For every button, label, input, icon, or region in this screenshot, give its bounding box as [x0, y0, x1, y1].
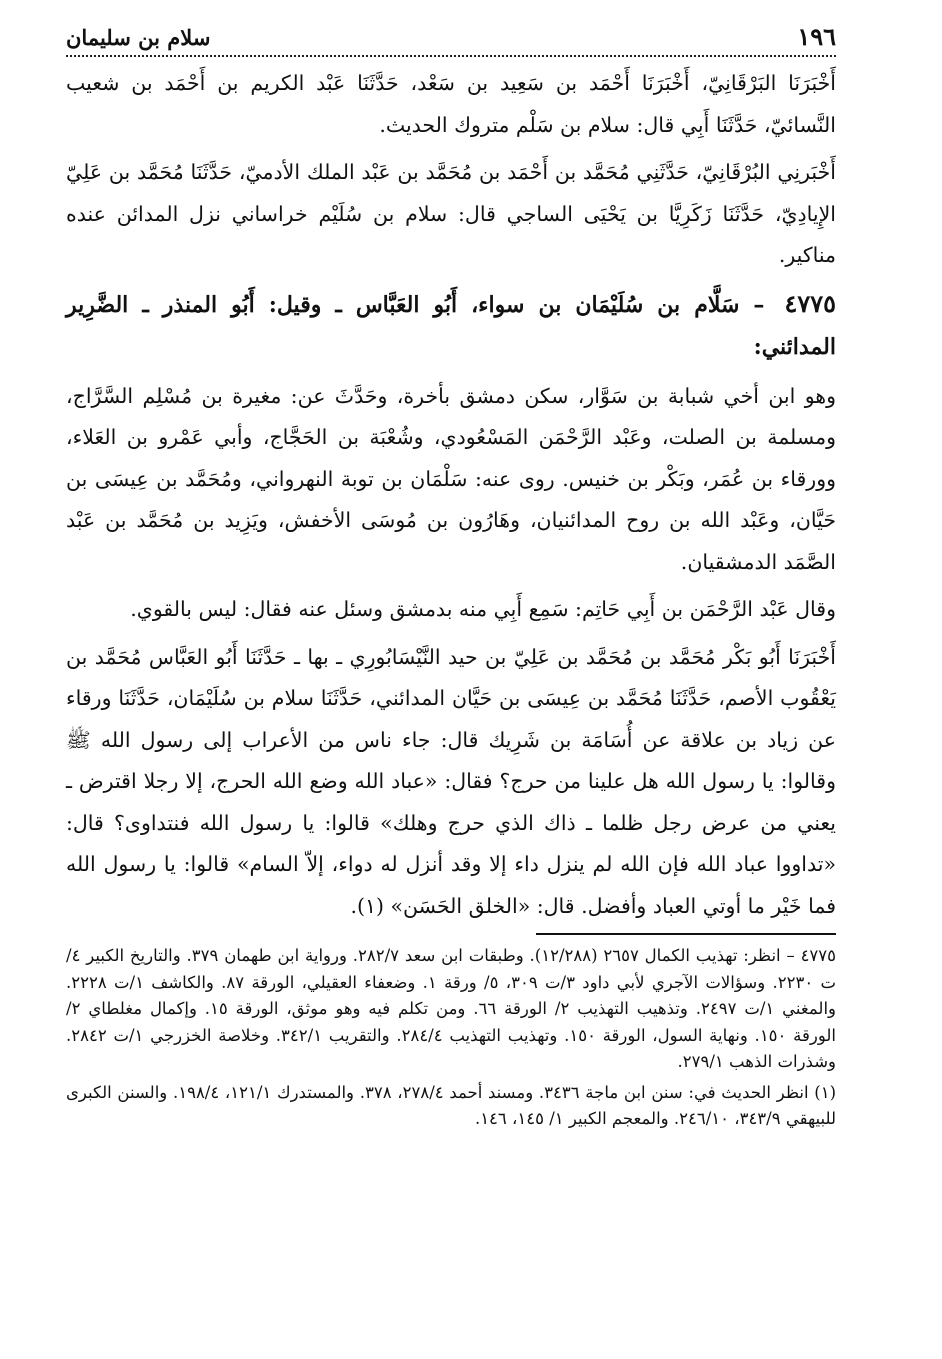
paragraph-barqani-2: أَخْبَرنِي البُرْقَانِيّ، حَدَّثَنِي مُحَمَّد بن أَحْمَد بن مُحَمَّد بن عَبْد الملك الأدميّ، حَدَّثَنَا مُحَمَّد بن عَلِيّ الإِيادِيّ، حَدَّثَنَا زَكَرِيَّا بن يَحْيَى الساجي قال: سلام بن سُلَيْم خراساني نزل المدائن عنده مناكير. [66, 160, 836, 267]
paragraph-hadith: أَخْبَرَنَا أَبُو بَكْر مُحَمَّد بن مُحَمَّد بن عَلِيّ بن حيد النَّيْسَابُورِي ـ بها ـ حَدَّثَنَا أَبُو العَبَّاس مُحَمَّد بن يَعْقُوب الأصم، حَدَّثَنَا مُحَمَّد بن عِيسَى بن حَيَّان المدائني، حَدَّثَنَا سلام بن سُلَيْمَان، حَدَّثَنَا ورقاء عن زياد بن علاقة عن أُسَامَة بن شَرِيك قال: جاء ناس من الأعراب إلى رسول الله ﷺ وقالوا: يا رسول الله هل علينا من حرج؟ فقال: «عباد الله وضع الله الحرج، إلا رجلا اقترض ـ يعني من عرض رجل ظلما ـ ذاك الذي حرج وهلك» قالوا: يا رسول الله فنتداوى؟ قال: «تداووا عباد الله فإن الله لم ينزل داء إلا وقد أنزل له دواء، إلاّ السام» قالوا: يا رسول الله فما خَيْر ما أوتي العباد وأفضل. قال: «الخلق الحَسَن» (١). [66, 644, 836, 918]
footnote-entry-sources: ٤٧٧٥ – انظر: تهذيب الكمال ٢٦٥٧ (١٢/٢٨٨). وطبقات ابن سعد ٢٨٢/٧. ورواية ابن طهمان ٣٧٩. والتاريخ الكبير ٤/ت ٢٢٣٠. وسؤالات الآجري لأبي داود ٣/ت ٣٠٩، ٥/ ورقة ١. وضعفاء العقيلي، الورقة ٨٧. والكاشف ١/ت ٢٢٢٨. والمغني ١/ت ٢٤٩٧. وتذهيب التهذيب ٢/ الورقة ٦٦. ومن تكلم فيه وهو موثق، الورقة ١٥. وإكمال مغلطاي ٢/ الورقة ١٥٠. ونهاية السول، الورقة ١٥٠. وتهذيب التهذيب ٢٨٤/٤. والتقريب ٣٤٢/١. وخلاصة الخزرجي ١/ت ٢٨٤٢. وشذرات الذهب ٢٧٩/١. [66, 946, 837, 1071]
footnote-divider [536, 933, 836, 935]
running-title: سلام بن سليمان [66, 25, 211, 50]
entry-title: – سَلَّام بن سُلَيْمَان بن سواء، أَبُو العَبَّاس ـ وقيل: أَبُو المنذر ـ الضَّرِير المدائني: [66, 291, 836, 360]
entry-heading [66, 283, 836, 368]
entry-number: ٤٧٧٥ [784, 288, 836, 318]
page-header [66, 22, 836, 57]
book-page [66, 22, 836, 1137]
footnote-hadith-sources: (١) انظر الحديث في: سنن ابن ماجة ٣٤٣٦. ومسند أحمد ٢٧٨/٤، ٣٧٨. والمستدرك ١٢١/١، ١٩٨/٤. والسنن الكبرى للبيهقي ٣٤٣/٩، ٢٤٦/١٠. والمعجم الكبير ١/ ١٤٥، ١٤٦. [66, 1082, 836, 1128]
page-number: ١٩٦ [797, 22, 836, 51]
paragraph-biography: وهو ابن أخي شبابة بن سَوَّار، سكن دمشق بأخرة، وحَدَّثَ عن: مغيرة بن مُسْلِم السَّرَّاج، ومسلمة بن الصلت، وعَبْد الرَّحْمَن المَسْعُودي، وشُعْبَة بن الحَجَّاج، وأبي عَمْرو بن العَلاء، وورقاء بن عُمَر، وبَكْر بن خنيس. روى عنه: سَلْمَان بن توبة النهرواني، ومُحَمَّد بن عِيسَى بن حَيَّان، وعَبْد الله بن روح المدائنيان، وهَارُون بن مُوسَى الأخفش، ويَزِيد بن مُحَمَّد بن عَبْد الصَّمَد الدمشقيان. [66, 383, 836, 574]
paragraph-barqani-1: أَخْبَرَنَا البَرْقَانِيّ، أَخْبَرَنَا أَحْمَد بن سَعِيد بن سَعْد، حَدَّثَنَا عَبْد الكريم بن أَحْمَد بن شعيب النَّسائيّ، حَدَّثَنَا أَبِي قال: سلام بن سَلْم متروك الحديث. [66, 71, 836, 137]
paragraph-abu-hatim: وقال عَبْد الرَّحْمَن بن أَبِي حَاتِم: سَمِع أَبِي منه بدمشق وسئل عنه فقال: ليس بالقوي. [130, 597, 836, 621]
